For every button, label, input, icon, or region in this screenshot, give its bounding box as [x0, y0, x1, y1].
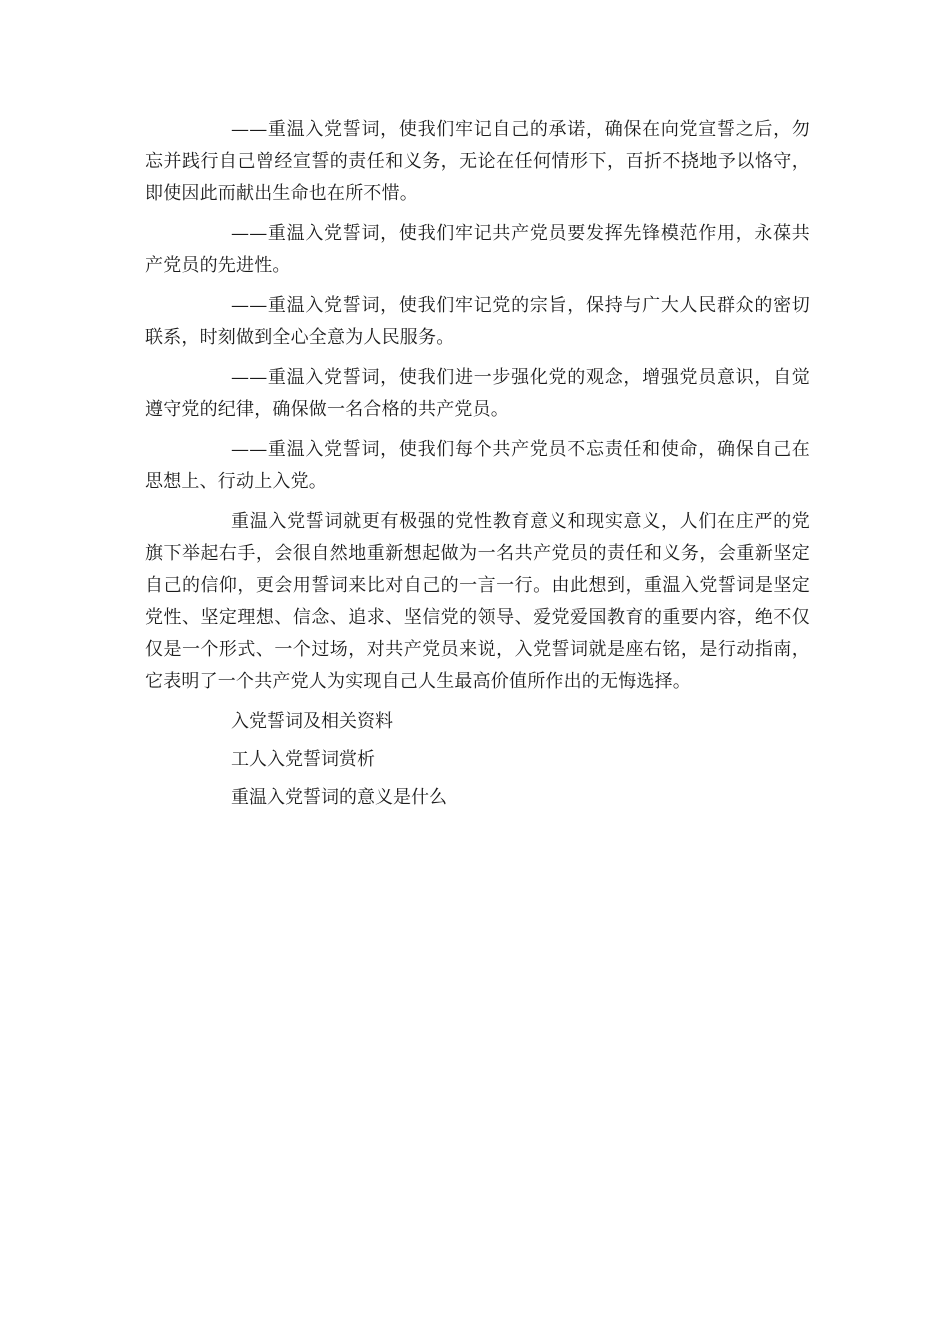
- related-link-2[interactable]: 工人入党誓词赏析: [231, 749, 375, 770]
- related-link-1[interactable]: 入党誓词及相关资料: [231, 711, 393, 732]
- paragraph-5: ——重温入党誓词，使我们每个共产党员不忘责任和使命，确保自己在思想上、行动上入党。: [145, 439, 810, 492]
- paragraph-6: 重温入党誓词就更有极强的党性教育意义和现实意义，人们在庄严的党旗下举起右手，会很自然地重新想起做为一名共产党员的责任和义务，会重新坚定自己的信仰，更会用誓词来比对自己的一言一行。由此想到，重温入党誓词是坚定党性、坚定理想、信念、追求、坚信党的领导、爱党爱国教育的重要内容，绝不仅仅是一个形式、一个过场，对共产党员来说，入党誓词就是座右铭，是行动指南，它表明了一个共产党人为实现自己人生最高价值所作出的无悔选择。: [145, 511, 810, 692]
- paragraph-3: ——重温入党誓词，使我们牢记党的宗旨，保持与广大人民群众的密切联系，时刻做到全心全意为人民服务。: [145, 295, 810, 348]
- paragraph-1: ——重温入党誓词，使我们牢记自己的承诺，确保在向党宣誓之后，勿忘并践行自己曾经宣誓的责任和义务，无论在任何情形下，百折不挠地予以恪守，即使因此而献出生命也在所不惜。: [145, 119, 810, 204]
- paragraph-2: ——重温入党誓词，使我们牢记共产党员要发挥先锋模范作用，永葆共产党员的先进性。: [145, 223, 810, 276]
- paragraph-4: ——重温入党誓词，使我们进一步强化党的观念，增强党员意识，自觉遵守党的纪律，确保做一名合格的共产党员。: [145, 367, 810, 420]
- related-link-3[interactable]: 重温入党誓词的意义是什么: [231, 787, 447, 808]
- related-links-list: [145, 706, 810, 814]
- document-page: [145, 114, 810, 820]
